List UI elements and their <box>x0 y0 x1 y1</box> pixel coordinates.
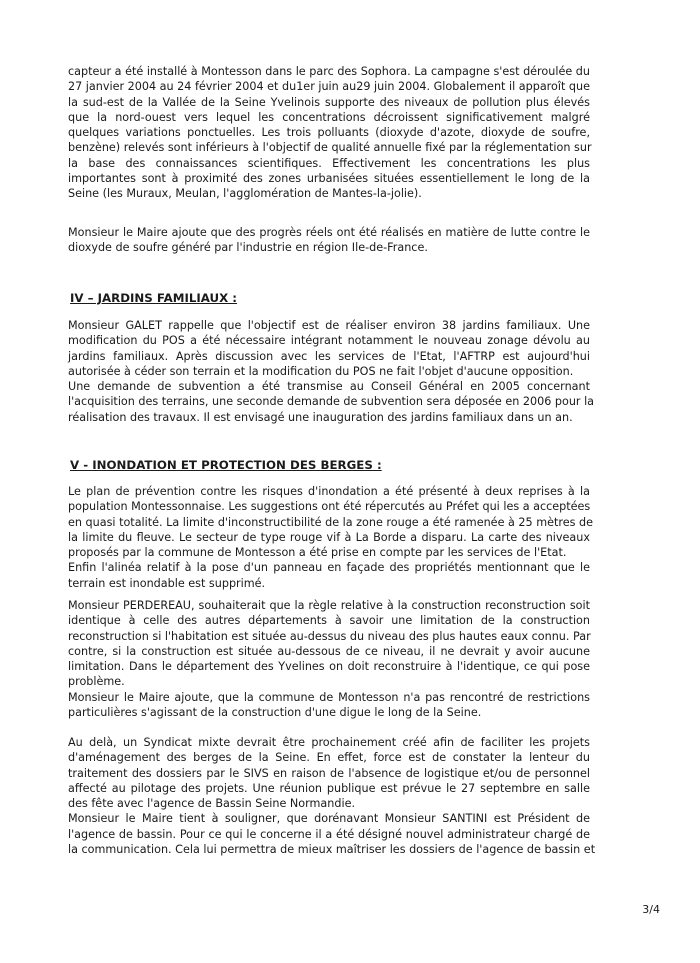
text-line: particulières s'agissant de la construction d'une digue le long de la Seine. <box>68 706 482 720</box>
section-heading-inondation: V - INONDATION ET PROTECTION DES BERGES : <box>70 458 382 472</box>
text-line: affecté au pilotage des projets. Une réunion publique est prévue le 27 septembre en salle <box>68 781 590 795</box>
text-line: terrain est inondable est supprimé. <box>68 576 266 590</box>
text-line: quelques variations ponctuelles. Les trois polluants (dioxyde d'azote, dioxyde de soufre, <box>68 126 590 140</box>
text-line: population Montessonnaise. Les suggestions ont été répercutés au Préfet qui les a acceptées <box>68 500 591 514</box>
text-line: traitement des dossiers par le SIVS en raison de l'absence de logistique et/ou de personnel <box>68 766 590 780</box>
paragraph-pollution <box>68 64 590 202</box>
paragraph-maire-soufre <box>68 225 590 256</box>
paragraph-perdereau <box>68 598 590 720</box>
paragraph-syndicat <box>68 735 596 857</box>
section-heading-jardins: IV – JARDINS FAMILIAUX : <box>70 291 238 305</box>
text-line: Monsieur PERDEREAU, souhaiterait que la règle relative à la construction reconstruction soit <box>68 599 590 612</box>
text-line: la limite du fleuve. Le secteur de type rouge vif à La Borde a disparu. La carte des niveaux <box>68 530 590 544</box>
text-line: Seine (les Muraux, Meulan, l'agglomération de Mantes-la-jolie). <box>68 187 422 201</box>
page-number: 3/4 <box>642 903 660 916</box>
text-line: la sud-est de la Vallée de la Seine Yvelinois supporte des niveaux de pollution plus élevés <box>68 95 590 109</box>
text-line: proposés par la commune de Montesson a été prise en compte par les services de l'Etat. <box>68 546 567 560</box>
text-line: limitation. Dans le département des Yvelines on doit reconstruire à l'identique, ce qui pose <box>68 660 590 674</box>
text-line: l'acquisition des terrains, une seconde demande de subvention sera déposée en 2006 pour la <box>68 395 595 409</box>
text-line: Monsieur le Maire tient à souligner, que dorénavant Monsieur SANTINI est Président de <box>68 812 590 826</box>
text-line: des fête avec l'agence de Bassin Seine Normandie. <box>68 797 356 811</box>
text-line: la base des connaissances scientifiques. Effectivement les concentrations les plus <box>68 156 590 170</box>
text-line: réalisation des travaux. Il est envisagé une inauguration des jardins familiaux dans un an. <box>68 410 573 424</box>
text-line: modification du POS a été nécessaire intégrant notamment le nouveau zonage dévolu au <box>68 334 590 348</box>
text-line: problème. <box>68 675 125 689</box>
text-line: reconstruction si l'habitation est située au-dessus du niveau des plus hautes eaux connu. Par <box>68 629 591 643</box>
text-line: identique à celle des autres départements à savoir une limitation de la construction <box>68 614 590 628</box>
text-line: d'aménagement des berges de la Seine. En effet, force est de constater la lenteur du <box>68 751 590 765</box>
text-line: Le plan de prévention contre les risques d'inondation a été présenté à deux reprises à la <box>68 485 590 498</box>
paragraph-jardins <box>68 318 595 425</box>
text-line: l'agence de bassin. Pour ce qui le concerne il a été désigné nouvel administrateur chargé de <box>68 827 590 841</box>
text-line: Enfin l'alinéa relatif à la pose d'un panneau en façade des propriétés mentionnant que le <box>68 561 590 575</box>
text-line: Une demande de subvention a été transmise au Conseil Général en 2005 concernant <box>68 380 590 394</box>
text-line: Au delà, un Syndicat mixte devrait être prochainement créé afin de faciliter les projets <box>68 736 590 749</box>
text-line: Monsieur le Maire ajoute que des progrès réels ont été réalisés en matière de lutte contre le <box>68 226 590 239</box>
text-line: que la nord-ouest vers lequel les concentrations décroissent significativement malgré <box>68 110 590 124</box>
paragraph-prevention <box>68 484 593 591</box>
text-line: en quasi totalité. La limite d'inconstructibilité de la zone rouge a été ramenée à 25 mètres de <box>68 515 593 529</box>
text-line: autorisée à céder son terrain et la modification du POS ne fait l'objet d'aucune opposition. <box>68 364 574 378</box>
text-line: 27 janvier 2004 au 24 février 2004 et du1er juin au29 juin 2004. Globalement il apparoît que <box>68 80 590 94</box>
text-line: benzène) relevés sont inférieurs à l'objectif de qualité annuelle fixé par la réglementation sur <box>68 141 592 155</box>
text-line: dioxyde de soufre généré par l'industrie en région Ile-de-France. <box>68 241 428 255</box>
text-line: Monsieur le Maire ajoute, que la commune de Montesson n'a pas rencontré de restrictions <box>68 690 590 704</box>
text-line: importantes sont à proximité des zones urbanisées situées essentiellement le long de la <box>68 172 590 186</box>
text-line: Monsieur GALET rappelle que l'objectif est de réaliser environ 38 jardins familiaux. Une <box>68 319 590 332</box>
text-line: contre, si la construction est située au-dessous de ce niveau, il ne devrait y avoir aucune <box>68 644 590 658</box>
text-line: capteur a été installé à Montesson dans le parc des Sophora. La campagne s'est déroulée du <box>68 65 590 78</box>
text-line: jardins familiaux. Après discussion avec les services de l'Etat, l'AFTRP est aujourd'hui <box>68 349 590 363</box>
text-line: la communication. Cela lui permettra de mieux maîtriser les dossiers de l'agence de bassin et <box>68 843 596 857</box>
